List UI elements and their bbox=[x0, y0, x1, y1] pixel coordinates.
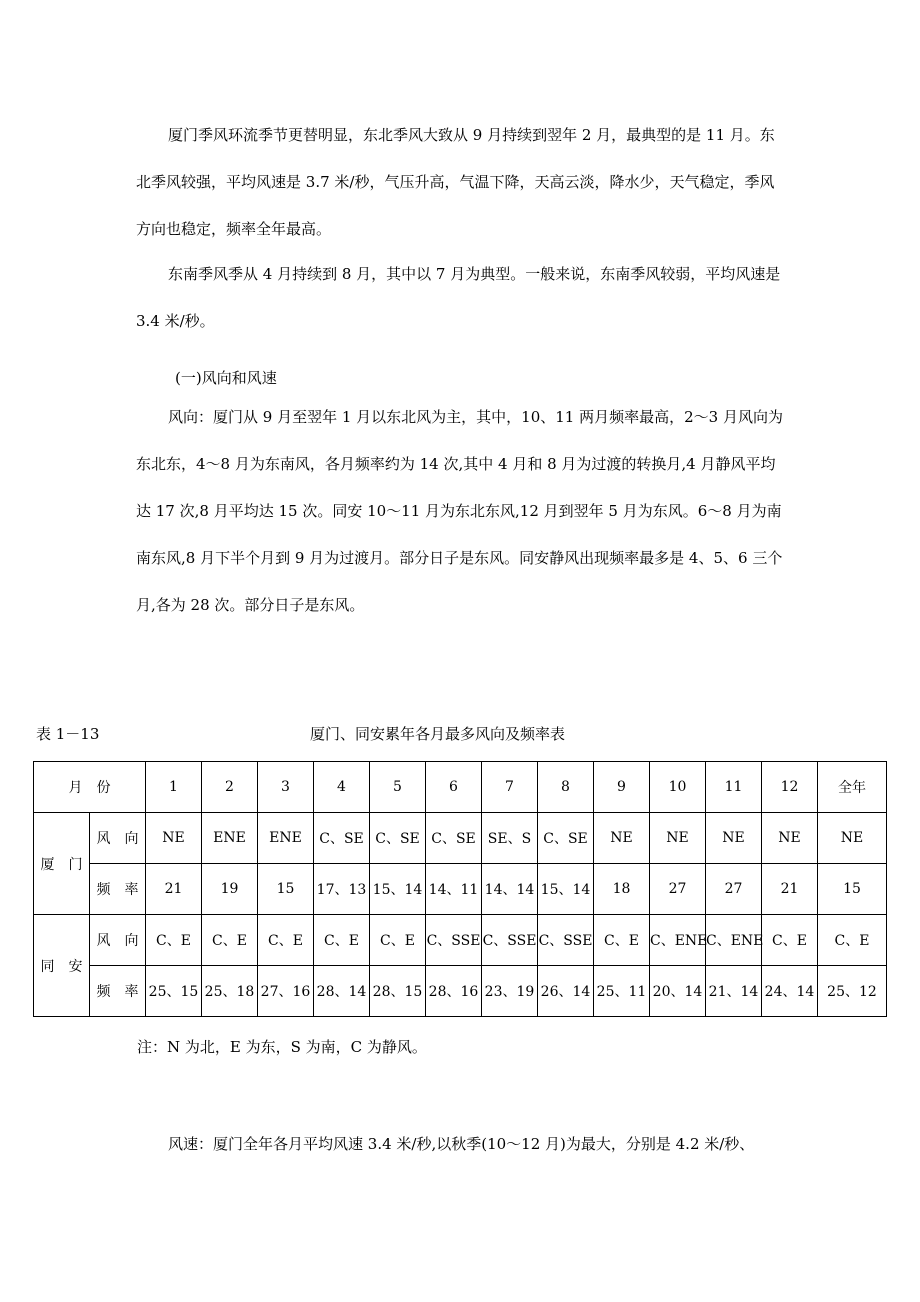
table-cell: ENE bbox=[202, 813, 258, 864]
table-cell: C、SE bbox=[538, 813, 594, 864]
table-row bbox=[34, 966, 887, 1017]
row-label: 风 向 bbox=[90, 915, 146, 966]
table-cell: NE bbox=[818, 813, 887, 864]
month-header: 11 bbox=[706, 762, 762, 813]
table-cell: 24、14 bbox=[762, 966, 818, 1017]
month-header: 3 bbox=[258, 762, 314, 813]
header-label: 月 份 bbox=[34, 762, 146, 813]
table-title: 厦门、同安累年各月最多风向及频率表 bbox=[310, 725, 566, 743]
table-cell: 19 bbox=[202, 864, 258, 915]
table-cell: C、E bbox=[314, 915, 370, 966]
table-cell: C、E bbox=[818, 915, 887, 966]
table-cell: NE bbox=[706, 813, 762, 864]
station-name: 同 安 bbox=[34, 915, 90, 1017]
table-cell: C、ENE bbox=[706, 915, 762, 966]
table-cell: 21 bbox=[762, 864, 818, 915]
table-cell: 14、11 bbox=[426, 864, 482, 915]
table-header-row bbox=[34, 762, 887, 813]
table-cell: C、SE bbox=[314, 813, 370, 864]
table-cell: 28、15 bbox=[370, 966, 426, 1017]
table-note: 注：N 为北，E 为东，S 为南，C 为静风。 bbox=[137, 1038, 427, 1056]
month-header: 8 bbox=[538, 762, 594, 813]
table-cell: C、SSE bbox=[482, 915, 538, 966]
table-cell: C、SE bbox=[370, 813, 426, 864]
table-cell: 15、14 bbox=[370, 864, 426, 915]
month-header: 10 bbox=[650, 762, 706, 813]
table-row bbox=[34, 813, 887, 864]
table-cell: 25、15 bbox=[146, 966, 202, 1017]
table-cell: 15、14 bbox=[538, 864, 594, 915]
table-cell: SE、S bbox=[482, 813, 538, 864]
paragraph-wind-direction: 风向：厦门从 9 月至翌年 1 月以东北风为主，其中，10、11 两月频率最高，2～3 月风向为东北东，4～8 月为东南风，各月频率约为 14 次,其中 4 月和 8 月为过渡的转换月,4 月静风平均达 17 次,8 月平均达 15 次。同安 10～11 月为东北东风,12 月到翌年 5 月为东风。6～8 月为南南东风,8 月下半个月到 9 月为过渡月。部分日子是东风。同安静风出现频率最多是 4、5、6 三个月,各为 28 次。部分日子是东风。 bbox=[136, 408, 783, 614]
table-cell: C、E bbox=[594, 915, 650, 966]
table-cell: NE bbox=[650, 813, 706, 864]
table-cell: 27 bbox=[650, 864, 706, 915]
wind-frequency-table bbox=[33, 761, 887, 1017]
station-name: 厦 门 bbox=[34, 813, 90, 915]
table-cell: 15 bbox=[258, 864, 314, 915]
table-cell: 27 bbox=[706, 864, 762, 915]
table-cell: 25、18 bbox=[202, 966, 258, 1017]
table-cell: C、E bbox=[370, 915, 426, 966]
table-cell: ENE bbox=[258, 813, 314, 864]
row-label: 风 向 bbox=[90, 813, 146, 864]
month-header: 9 bbox=[594, 762, 650, 813]
month-header: 4 bbox=[314, 762, 370, 813]
table-cell: 17、13 bbox=[314, 864, 370, 915]
table-cell: 28、14 bbox=[314, 966, 370, 1017]
table-cell: 25、12 bbox=[818, 966, 887, 1017]
row-label: 频 率 bbox=[90, 864, 146, 915]
table-cell: 14、14 bbox=[482, 864, 538, 915]
table-row bbox=[34, 915, 887, 966]
paragraph-northeast-monsoon: 厦门季风环流季节更替明显，东北季风大致从 9 月持续到翌年 2 月，最典型的是 11 月。东北季风较强，平均风速是 3.7 米/秒，气压升高，气温下降，天高云淡，降水少，天气稳定，季风方向也稳定，频率全年最高。 bbox=[136, 126, 775, 238]
month-header: 5 bbox=[370, 762, 426, 813]
month-header: 7 bbox=[482, 762, 538, 813]
month-header: 2 bbox=[202, 762, 258, 813]
paragraph-southeast-monsoon: 东南季风季从 4 月持续到 8 月，其中以 7 月为典型。一般来说，东南季风较弱，平均风速是 3.4 米/秒。 bbox=[136, 265, 781, 330]
table-cell: 28、16 bbox=[426, 966, 482, 1017]
table-cell: 15 bbox=[818, 864, 887, 915]
table-cell: 18 bbox=[594, 864, 650, 915]
table-cell: 23、19 bbox=[482, 966, 538, 1017]
table-cell: C、E bbox=[258, 915, 314, 966]
section-heading: (一)风向和风速 bbox=[175, 369, 277, 387]
table-cell: C、SE bbox=[426, 813, 482, 864]
table-row bbox=[34, 864, 887, 915]
month-header: 全年 bbox=[818, 762, 887, 813]
table-cell: C、E bbox=[146, 915, 202, 966]
table-cell: C、SSE bbox=[538, 915, 594, 966]
table-cell: 25、11 bbox=[594, 966, 650, 1017]
paragraph-wind-speed: 风速：厦门全年各月平均风速 3.4 米/秒,以秋季(10～12 月)为最大，分别是 4.2 米/秒、 bbox=[168, 1135, 755, 1153]
month-header: 1 bbox=[146, 762, 202, 813]
month-header: 6 bbox=[426, 762, 482, 813]
table-cell: 26、14 bbox=[538, 966, 594, 1017]
table-cell: NE bbox=[762, 813, 818, 864]
table-cell: 20、14 bbox=[650, 966, 706, 1017]
table-number: 表 1－13 bbox=[36, 725, 100, 743]
table-cell: 21、14 bbox=[706, 966, 762, 1017]
table-cell: NE bbox=[146, 813, 202, 864]
month-header: 12 bbox=[762, 762, 818, 813]
table-cell: C、E bbox=[202, 915, 258, 966]
table-cell: 27、16 bbox=[258, 966, 314, 1017]
row-label: 频 率 bbox=[90, 966, 146, 1017]
table-cell: C、E bbox=[762, 915, 818, 966]
table-cell: NE bbox=[594, 813, 650, 864]
table-cell: C、SSE bbox=[426, 915, 482, 966]
table-cell: 21 bbox=[146, 864, 202, 915]
table-cell: C、ENE bbox=[650, 915, 706, 966]
